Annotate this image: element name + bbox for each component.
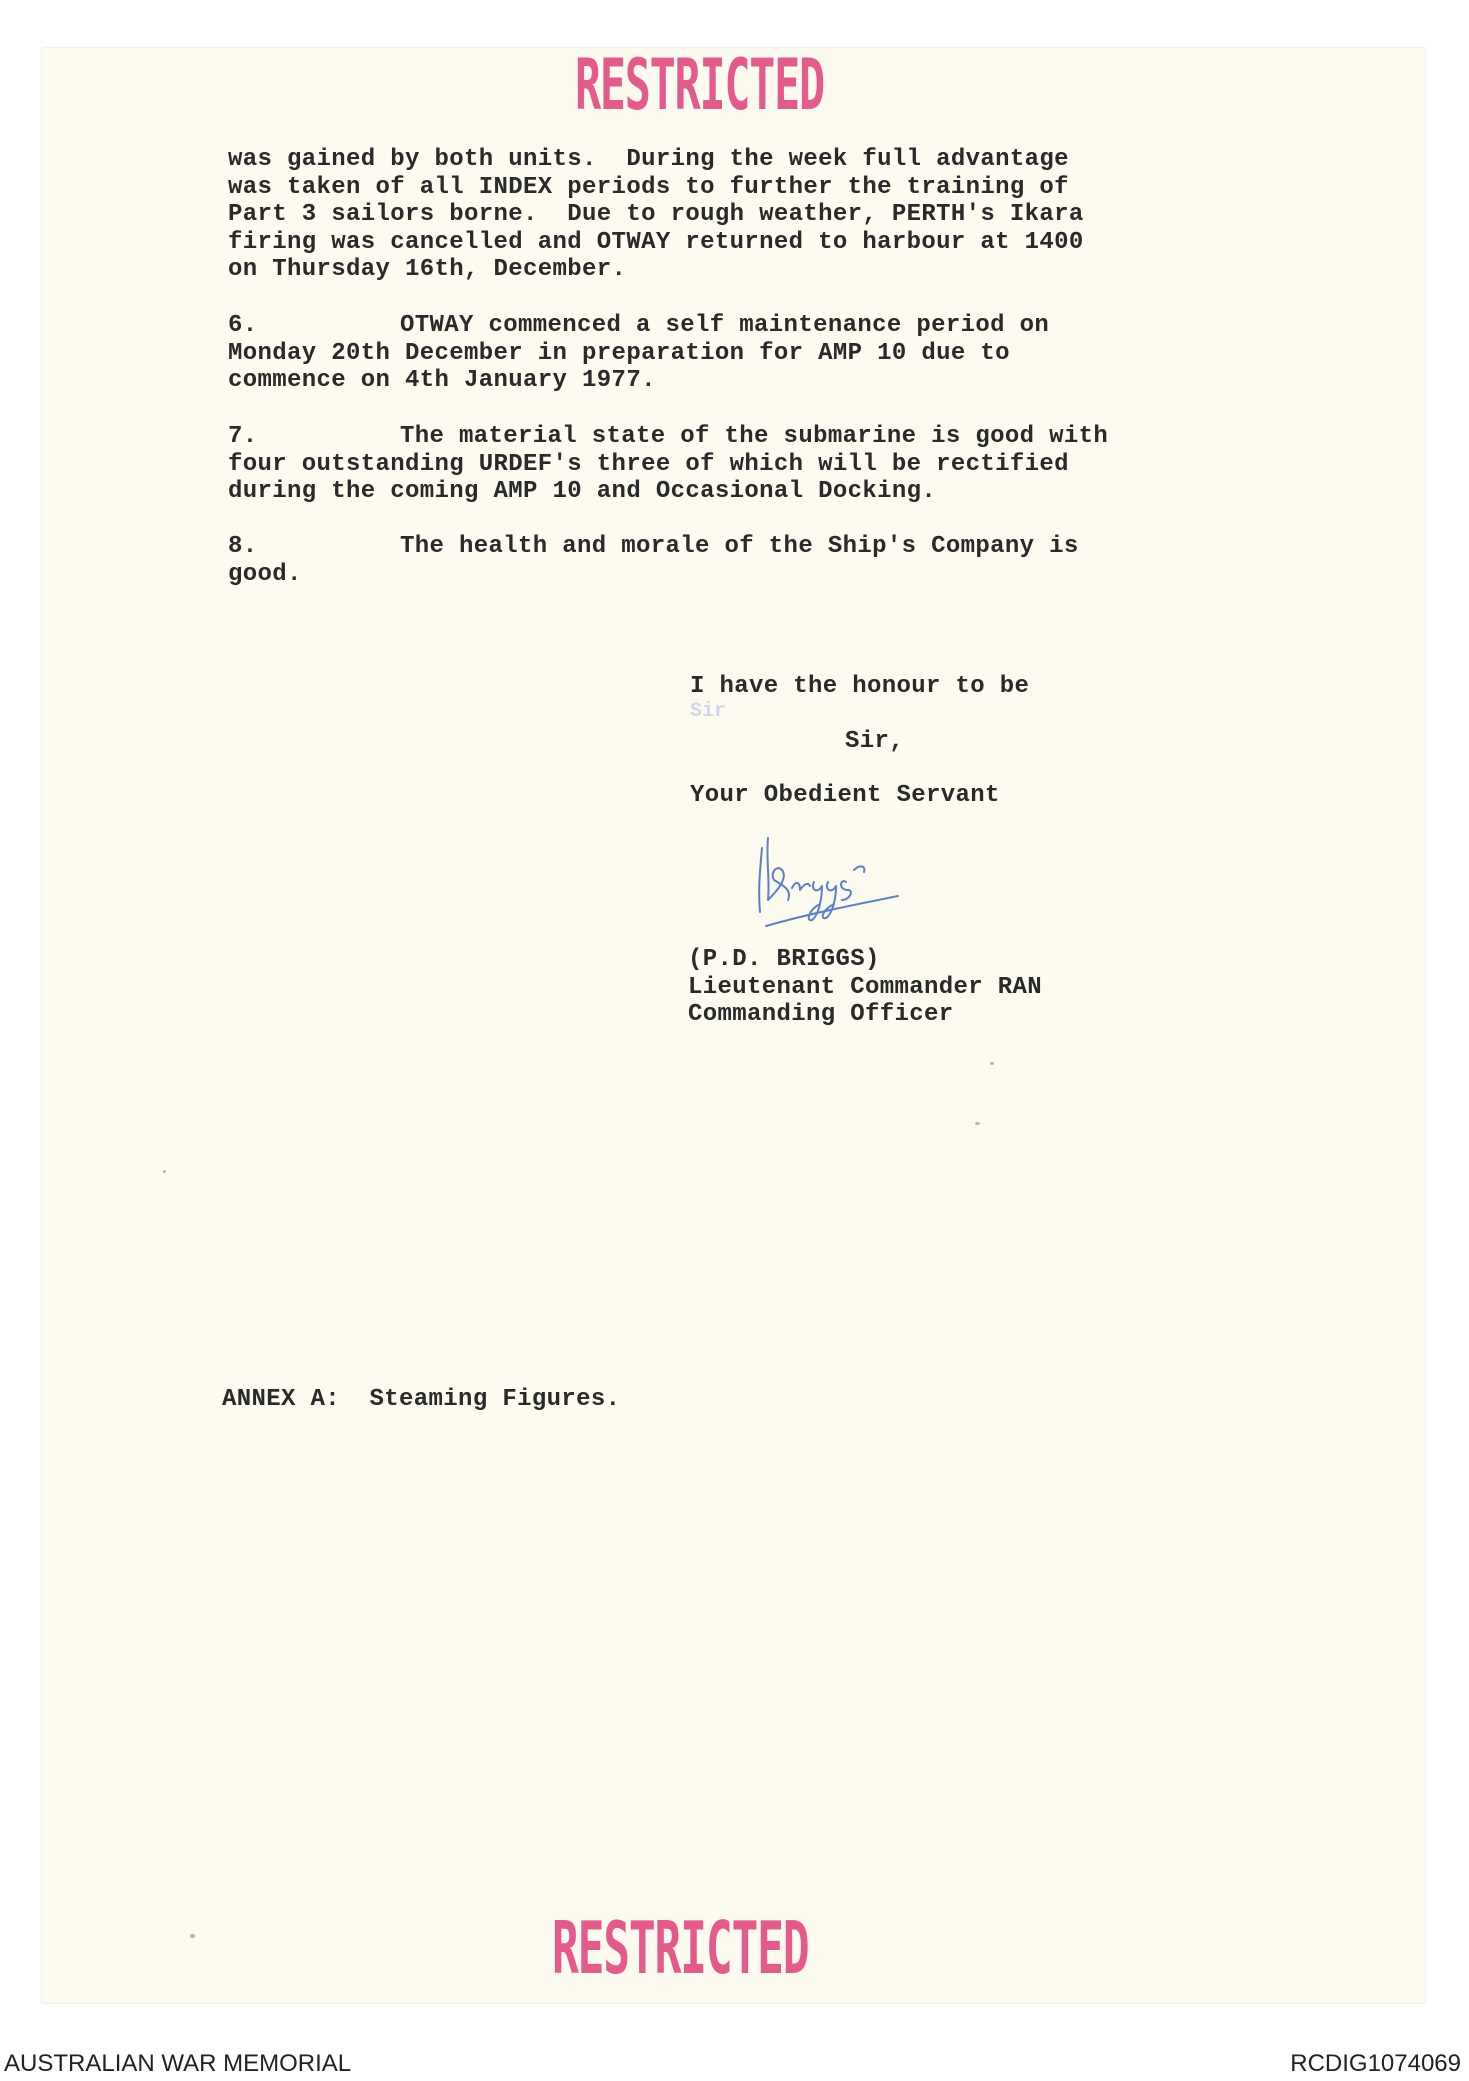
paper-speck xyxy=(990,1062,994,1065)
paragraph-line: four outstanding URDEF's three of which will be rectified xyxy=(228,450,1069,478)
signature-block xyxy=(688,946,1042,1029)
paragraph-6 xyxy=(228,312,1049,395)
paragraph-number: 8. xyxy=(228,533,258,560)
paragraph-number: 7. xyxy=(228,423,258,450)
handwritten-signature xyxy=(748,830,908,930)
intro-line: was gained by both units. During the week full advantage xyxy=(228,146,1069,173)
footer-archive-name: AUSTRALIAN WAR MEMORIAL xyxy=(4,2050,352,2077)
annex-label: ANNEX A: xyxy=(222,1386,341,1413)
annex-text: Steaming Figures. xyxy=(369,1386,621,1413)
intro-paragraph xyxy=(228,146,1084,284)
intro-line: Part 3 sailors borne. Due to rough weather, PERTH's Ikara xyxy=(228,201,1084,228)
paragraph-line: commence on 4th January 1977. xyxy=(228,367,656,394)
paragraph-line: good. xyxy=(228,560,302,588)
intro-line: on Thursday 16th, December. xyxy=(228,256,627,283)
paper-speck xyxy=(975,1122,980,1125)
paragraph-line: during the coming AMP 10 and Occasional Docking. xyxy=(228,478,937,505)
restricted-stamp-top: RESTRICTED xyxy=(575,44,824,126)
closing-salutation: Sir, xyxy=(845,728,905,755)
paragraph-line: The health and morale of the Ship's Company is xyxy=(400,533,1079,560)
paper-speck xyxy=(190,1934,195,1938)
paragraph-line: Monday 20th December in preparation for AMP 10 due to xyxy=(228,339,1010,367)
paragraph-8 xyxy=(228,533,1079,588)
paragraph-number: 6. xyxy=(228,312,258,339)
footer-record-id: RCDIG1074069 xyxy=(1290,2050,1461,2077)
paragraph-7 xyxy=(228,423,1108,506)
signatory-rank: Lieutenant Commander RAN xyxy=(688,973,1043,1001)
signatory-name: (P.D. BRIGGS) xyxy=(688,946,880,973)
annex-reference xyxy=(222,1386,620,1414)
intro-line: firing was cancelled and OTWAY returned to harbour at 1400 xyxy=(228,228,1084,256)
paragraph-line: The material state of the submarine is good with xyxy=(400,423,1109,450)
restricted-stamp-bottom: RESTRICTED xyxy=(552,1906,809,1990)
intro-line: was taken of all INDEX periods to further the training of xyxy=(228,173,1069,201)
paper-speck xyxy=(163,1170,166,1173)
closing-honour-line: I have the honour to be xyxy=(690,673,1030,700)
closing-servant-line: Your Obedient Servant xyxy=(690,782,1000,809)
signatory-role: Commanding Officer xyxy=(688,1001,954,1028)
paragraph-line: OTWAY commenced a self maintenance period on xyxy=(400,312,1050,339)
struck-sir-text: Sir xyxy=(690,700,727,723)
